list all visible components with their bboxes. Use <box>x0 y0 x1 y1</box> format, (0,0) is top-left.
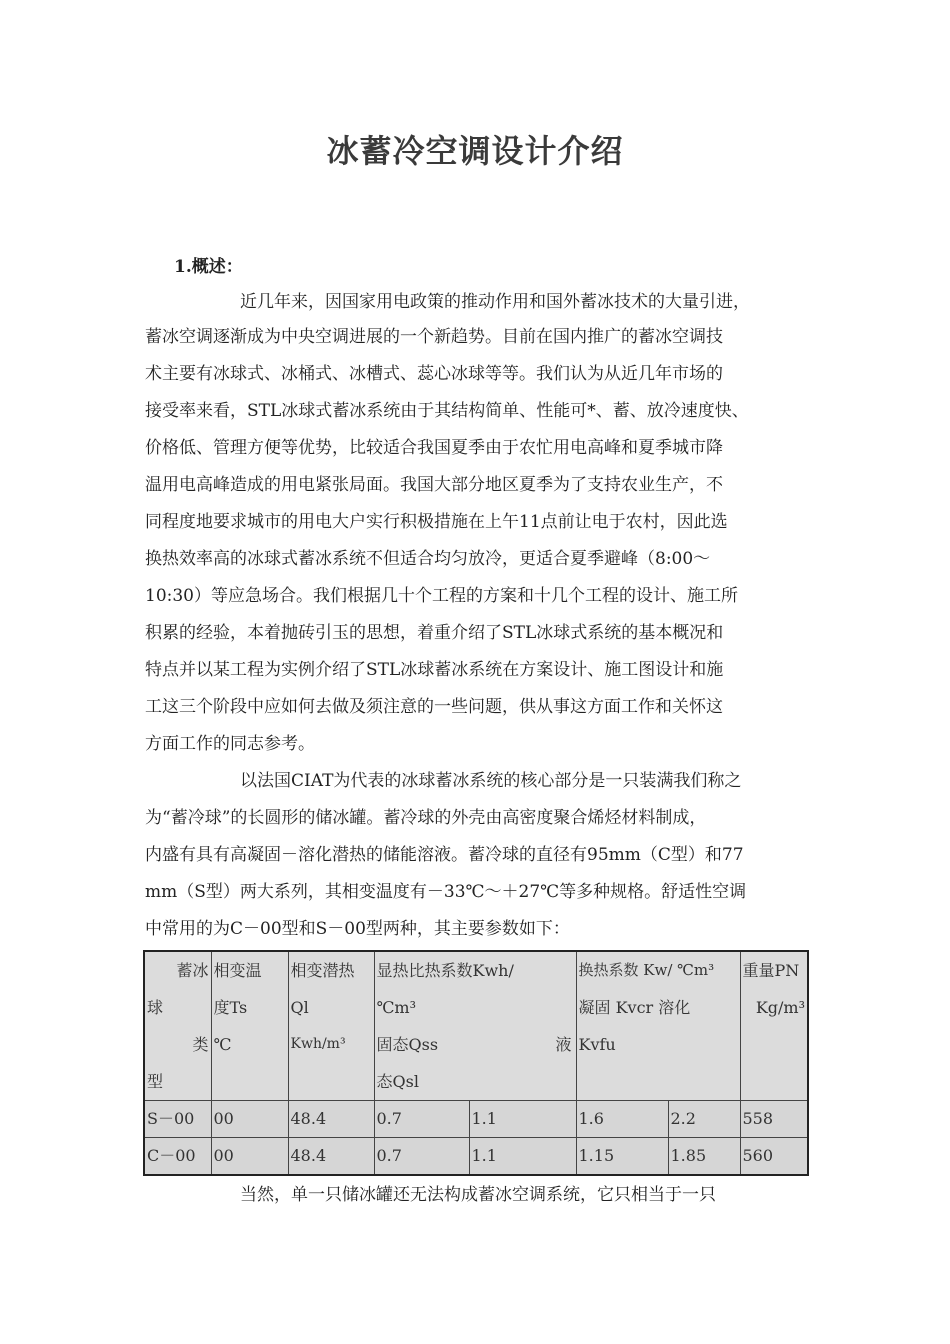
table-cell: C－00 <box>144 1138 211 1176</box>
header-cell-sensible: 显热比热系数Kwh/ ℃m³ 固态Qss 液 态Qsl <box>374 951 576 1101</box>
para1-line: 工这三个阶段中应如何去做及须注意的一些问题，供从事这方面工作和关怀这 <box>145 697 723 717</box>
para1-line: 接受率来看，STL冰球式蓄冰系统由于其结构简单、性能可*、蓄、放冷速度快、 <box>145 401 749 421</box>
header-cell-exchange: 换热系数 Kw/ ℃m³ 凝固 Kvcr 溶化 Kvfu <box>576 951 740 1101</box>
para1-line: 蓄冰空调逐渐成为中央空调进展的一个新趋势。目前在国内推广的蓄冰空调技 <box>145 327 723 347</box>
table-cell: 560 <box>740 1138 808 1176</box>
header-cell-type: 蓄冰 球 类 型 <box>144 951 211 1101</box>
table-row <box>144 1101 808 1138</box>
table-cell: S－00 <box>144 1101 211 1138</box>
table-cell: 48.4 <box>288 1138 374 1176</box>
table-cell: 1.1 <box>469 1101 576 1138</box>
para2-line: 以法国CIAT为代表的冰球蓄冰系统的核心部分是一只装满我们称之 <box>240 771 742 791</box>
after-table-line: 当然，单一只储冰罐还无法构成蓄冰空调系统，它只相当于一只 <box>240 1185 716 1205</box>
para1-line: 积累的经验，本着抛砖引玉的思想，着重介绍了STL冰球式系统的基本概况和 <box>145 623 724 643</box>
table-cell: 0.7 <box>374 1138 469 1176</box>
table-cell: 00 <box>211 1101 288 1138</box>
table-cell: 1.6 <box>576 1101 668 1138</box>
para1-line: 特点并以某工程为实例介绍了STL冰球蓄冰系统在方案设计、施工图设计和施 <box>145 660 724 680</box>
table-cell: 1.85 <box>668 1138 740 1176</box>
para1-line: 换热效率高的冰球式蓄冰系统不但适合均匀放冷，更适合夏季避峰（8:00～ <box>145 549 711 569</box>
header-cell-temp: 相变温 度Ts ℃ <box>211 951 288 1101</box>
table-header-row <box>144 951 808 1101</box>
table-cell: 558 <box>740 1101 808 1138</box>
para1-line: 方面工作的同志参考。 <box>145 734 315 754</box>
para1-line: 术主要有冰球式、冰桶式、冰槽式、蕊心冰球等等。我们认为从近几年市场的 <box>145 364 723 384</box>
table-cell: 48.4 <box>288 1101 374 1138</box>
para2-line: 中常用的为C－00型和S－00型两种，其主要参数如下： <box>145 919 570 939</box>
table-cell: 1.1 <box>469 1138 576 1176</box>
para1-line: 同程度地要求城市的用电大户实行积极措施在上午11点前让电于农村，因此选 <box>145 512 728 532</box>
header-cell-latent: 相变潜热 Ql Kwh/m³ <box>288 951 374 1101</box>
para1-line: 近几年来，因国家用电政策的推动作用和国外蓄冰技术的大量引进， <box>240 292 750 312</box>
section-heading: 1.概述： <box>174 257 243 277</box>
para2-line: 内盛有具有高凝固－溶化潜热的储能溶液。蓄冷球的直径有95mm（C型）和77 <box>145 845 744 865</box>
para2-line: mm（S型）两大系列，其相变温度有－33℃～＋27℃等多种规格。舒适性空调 <box>145 882 747 902</box>
table-row <box>144 1138 808 1176</box>
table-cell: 1.15 <box>576 1138 668 1176</box>
header-cell-weight: 重量PN Kg/m³ <box>740 951 808 1101</box>
table-cell: 2.2 <box>668 1101 740 1138</box>
para1-line: 价格低、管理方便等优势，比较适合我国夏季由于农忙用电高峰和夏季城市降 <box>145 438 723 458</box>
table-cell: 00 <box>211 1138 288 1176</box>
para1-line: 10:30）等应急场合。我们根据几十个工程的方案和十几个工程的设计、施工所 <box>145 586 738 606</box>
para2-line: 为“蓄冷球”的长圆形的储冰罐。蓄冷球的外壳由高密度聚合烯烃材料制成， <box>145 808 707 828</box>
para1-line: 温用电高峰造成的用电紧张局面。我国大部分地区夏季为了支持农业生产，不 <box>145 475 723 495</box>
table-cell: 0.7 <box>374 1101 469 1138</box>
document-title: 冰蓄冷空调设计介绍 <box>326 132 624 170</box>
parameter-table <box>143 950 809 1176</box>
